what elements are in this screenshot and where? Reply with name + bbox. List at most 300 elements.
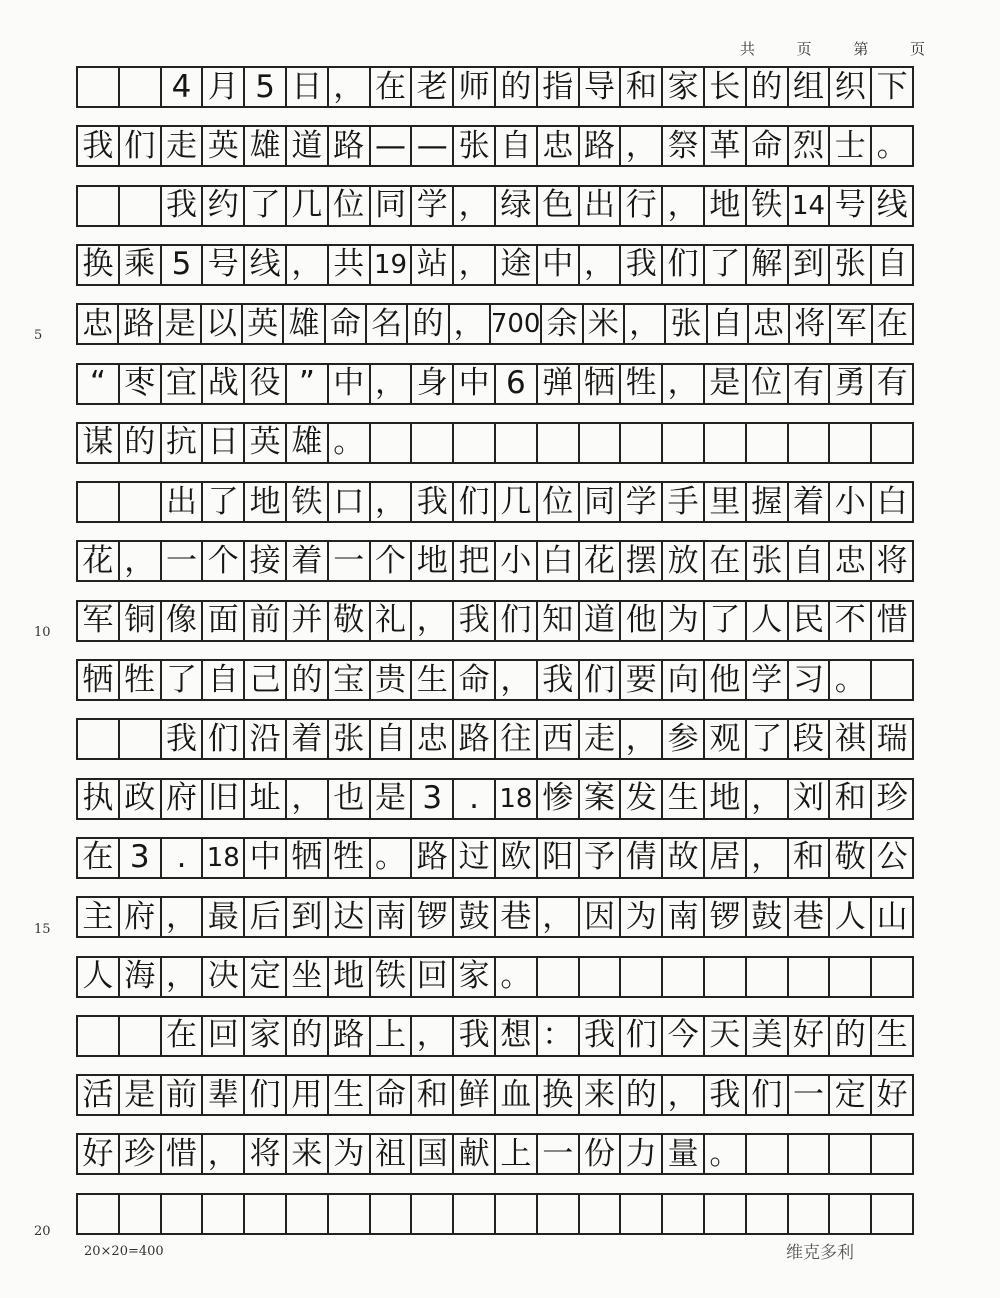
grid-cell: — bbox=[371, 127, 413, 165]
grid-row bbox=[76, 185, 914, 227]
grid-cell: 役 bbox=[245, 365, 287, 403]
grid-cell: 想 bbox=[496, 1017, 538, 1055]
header-total: 共 bbox=[740, 40, 756, 58]
grid-cell: 3 bbox=[412, 780, 454, 818]
grid-cell: 摆 bbox=[621, 542, 663, 580]
grid-cell: 学 bbox=[412, 187, 454, 225]
grid-cell: 面 bbox=[203, 602, 245, 640]
grid-cell: 途 bbox=[496, 246, 538, 284]
grid-cell: 礼 bbox=[371, 602, 413, 640]
grid-cell bbox=[872, 424, 914, 462]
grid-cell: 个 bbox=[203, 542, 245, 580]
grid-cell: 走 bbox=[162, 127, 204, 165]
grid-cell: 巷 bbox=[789, 898, 831, 936]
grid-cell: 政 bbox=[120, 780, 162, 818]
grid-cell: 导 bbox=[580, 68, 622, 106]
grid-cell: 小 bbox=[496, 542, 538, 580]
grid-cell: 人 bbox=[78, 958, 120, 996]
grid-cell: 张 bbox=[747, 542, 789, 580]
grid-cell: 位 bbox=[747, 365, 789, 403]
grid-cell: 们 bbox=[663, 246, 705, 284]
grid-cell: 线 bbox=[872, 187, 914, 225]
grid-cell: 在 bbox=[371, 68, 413, 106]
grid-cell bbox=[287, 1195, 329, 1233]
grid-cell: 18 bbox=[203, 839, 245, 877]
grid-cell: 祺 bbox=[830, 720, 872, 758]
grid-cell: ， bbox=[371, 365, 413, 403]
grid-cell: 生 bbox=[663, 780, 705, 818]
grid-cell: — bbox=[412, 127, 454, 165]
grid-cell bbox=[203, 1195, 245, 1233]
grid-cell: ， bbox=[747, 780, 789, 818]
grid-cell: 民 bbox=[789, 602, 831, 640]
grid-cell: 牲 bbox=[329, 839, 371, 877]
grid-cell: ， bbox=[371, 483, 413, 521]
grid-cell: 是 bbox=[120, 1076, 162, 1114]
grid-cell: 同 bbox=[580, 483, 622, 521]
grid-cell: 家 bbox=[454, 958, 496, 996]
grid-cell: 家 bbox=[663, 68, 705, 106]
grid-cell bbox=[830, 424, 872, 462]
grid-cell: 后 bbox=[245, 898, 287, 936]
grid-cell: 出 bbox=[162, 483, 204, 521]
grid-cell: 将 bbox=[790, 305, 831, 343]
grid-cell: 把 bbox=[454, 542, 496, 580]
grid-cell: 5 bbox=[162, 246, 204, 284]
grid-cell: 几 bbox=[496, 483, 538, 521]
grid-cell: 忠 bbox=[538, 127, 580, 165]
grid-cell: 抗 bbox=[162, 424, 204, 462]
grid-cell: ， bbox=[621, 127, 663, 165]
grid-cell: 量 bbox=[663, 1135, 705, 1173]
grid-cell: ， bbox=[496, 661, 538, 699]
grid-cell: 是 bbox=[161, 305, 202, 343]
grid-cell: 站 bbox=[412, 246, 454, 284]
grid-cell: ， bbox=[454, 246, 496, 284]
grid-cell: 旧 bbox=[203, 780, 245, 818]
grid-cell: 着 bbox=[287, 720, 329, 758]
grid-cell: 予 bbox=[580, 839, 622, 877]
grid-cell: 路 bbox=[119, 305, 160, 343]
grid-cell: 最 bbox=[203, 898, 245, 936]
grid-cell: 并 bbox=[287, 602, 329, 640]
grid-row bbox=[76, 659, 914, 701]
grid-cell: 为 bbox=[329, 1135, 371, 1173]
brand-label: 维克多利 bbox=[786, 1243, 854, 1263]
page-header bbox=[740, 38, 925, 59]
grid-cell: 在 bbox=[705, 542, 747, 580]
grid-cell: 习 bbox=[789, 661, 831, 699]
grid-cell: 地 bbox=[705, 780, 747, 818]
grid-cell: 人 bbox=[830, 898, 872, 936]
grid-cell: 知 bbox=[538, 602, 580, 640]
grid-cell: 700 bbox=[491, 305, 543, 343]
grid-cell: 了 bbox=[747, 720, 789, 758]
grid-cell bbox=[747, 424, 789, 462]
grid-cell: 革 bbox=[705, 127, 747, 165]
grid-cell: 张 bbox=[454, 127, 496, 165]
grid-cell: ， bbox=[538, 898, 580, 936]
grid-cell: 和 bbox=[621, 68, 663, 106]
grid-cell: ， bbox=[329, 68, 371, 106]
grid-cell bbox=[580, 424, 622, 462]
grid-cell: 4 bbox=[162, 68, 204, 106]
grid-cell: 共 bbox=[329, 246, 371, 284]
grid-cell: ， bbox=[120, 542, 162, 580]
grid-cell: 自 bbox=[789, 542, 831, 580]
grid-cell: 地 bbox=[705, 187, 747, 225]
grid-cell: 自 bbox=[708, 305, 749, 343]
grid-cell: 。 bbox=[496, 958, 538, 996]
grid-cell bbox=[621, 424, 663, 462]
grid-row bbox=[76, 125, 914, 167]
grid-cell: 道 bbox=[287, 127, 329, 165]
grid-cell: 铁 bbox=[371, 958, 413, 996]
grid-cell: 天 bbox=[705, 1017, 747, 1055]
grid-cell: 鼓 bbox=[454, 898, 496, 936]
grid-cell: 命 bbox=[326, 305, 367, 343]
grid-cell: 们 bbox=[496, 602, 538, 640]
grid-cell: 决 bbox=[203, 958, 245, 996]
grid-cell: ， bbox=[287, 246, 329, 284]
grid-row bbox=[76, 540, 914, 582]
grid-cell bbox=[663, 424, 705, 462]
grid-cell: 。 bbox=[371, 839, 413, 877]
grid-cell: 主 bbox=[78, 898, 120, 936]
grid-cell: 白 bbox=[538, 542, 580, 580]
grid-cell bbox=[580, 958, 622, 996]
grid-cell: 发 bbox=[621, 780, 663, 818]
grid-cell: 阳 bbox=[538, 839, 580, 877]
grid-row bbox=[76, 1074, 914, 1116]
grid-cell bbox=[872, 1135, 914, 1173]
grid-cell: 约 bbox=[203, 187, 245, 225]
grid-cell bbox=[747, 958, 789, 996]
grid-cell: 雄 bbox=[287, 424, 329, 462]
grid-cell: 倩 bbox=[621, 839, 663, 877]
grid-cell: 指 bbox=[538, 68, 580, 106]
grid-cell: 走 bbox=[580, 720, 622, 758]
grid-cell: 忠 bbox=[830, 542, 872, 580]
grid-cell: 我 bbox=[454, 1017, 496, 1055]
grid-cell: 段 bbox=[789, 720, 831, 758]
grid-cell bbox=[412, 424, 454, 462]
grid-row bbox=[76, 422, 914, 464]
grid-cell bbox=[412, 1195, 454, 1233]
grid-cell bbox=[78, 483, 120, 521]
grid-cell: 弹 bbox=[538, 365, 580, 403]
line-number-20: 20 bbox=[34, 1224, 51, 1239]
grid-row bbox=[76, 1015, 914, 1057]
grid-cell: 好 bbox=[78, 1135, 120, 1173]
grid-cell: 西 bbox=[538, 720, 580, 758]
grid-cell: 自 bbox=[872, 246, 914, 284]
grid-cell bbox=[872, 1195, 914, 1233]
grid-cell: 往 bbox=[496, 720, 538, 758]
grid-cell: 鲜 bbox=[454, 1076, 496, 1114]
grid-cell: ， bbox=[203, 1135, 245, 1173]
grid-cell: 花 bbox=[580, 542, 622, 580]
grid-cell: 牺 bbox=[287, 839, 329, 877]
grid-cell: 了 bbox=[705, 602, 747, 640]
grid-cell bbox=[120, 187, 162, 225]
grid-cell: 口 bbox=[329, 483, 371, 521]
grid-cell: 谋 bbox=[78, 424, 120, 462]
grid-cell: 一 bbox=[538, 1135, 580, 1173]
grid-cell: ， bbox=[287, 780, 329, 818]
grid-cell: 故 bbox=[663, 839, 705, 877]
grid-cell: 为 bbox=[663, 602, 705, 640]
grid-cell: 珍 bbox=[872, 780, 914, 818]
grid-cell: 府 bbox=[120, 898, 162, 936]
grid-cell: 人 bbox=[747, 602, 789, 640]
grid-cell: 手 bbox=[663, 483, 705, 521]
grid-cell bbox=[496, 1195, 538, 1233]
grid-cell: 路 bbox=[412, 839, 454, 877]
grid-cell: 来 bbox=[580, 1076, 622, 1114]
writing-grid bbox=[76, 66, 914, 1242]
grid-cell: 珍 bbox=[120, 1135, 162, 1173]
grid-size-label: 20×20=400 bbox=[84, 1244, 164, 1259]
grid-cell bbox=[872, 958, 914, 996]
grid-cell: 们 bbox=[580, 661, 622, 699]
grid-cell bbox=[872, 661, 914, 699]
grid-cell bbox=[830, 958, 872, 996]
grid-cell bbox=[663, 1195, 705, 1233]
grid-cell: ， bbox=[747, 839, 789, 877]
grid-cell: 学 bbox=[747, 661, 789, 699]
grid-cell bbox=[705, 1195, 747, 1233]
grid-cell: 祖 bbox=[371, 1135, 413, 1173]
grid-cell: 着 bbox=[287, 542, 329, 580]
grid-cell: 里 bbox=[705, 483, 747, 521]
grid-cell: 换 bbox=[538, 1076, 580, 1114]
grid-cell: 用 bbox=[287, 1076, 329, 1114]
grid-cell: 勇 bbox=[830, 365, 872, 403]
grid-row bbox=[76, 956, 914, 998]
line-number-15: 15 bbox=[34, 922, 51, 937]
grid-cell: 组 bbox=[789, 68, 831, 106]
grid-cell: 南 bbox=[371, 898, 413, 936]
grid-cell: 接 bbox=[245, 542, 287, 580]
grid-cell: 不 bbox=[830, 602, 872, 640]
grid-cell: 来 bbox=[287, 1135, 329, 1173]
grid-cell: 中 bbox=[538, 246, 580, 284]
grid-cell: 和 bbox=[412, 1076, 454, 1114]
grid-cell: 的 bbox=[621, 1076, 663, 1114]
grid-cell: 的 bbox=[830, 1017, 872, 1055]
grid-cell: 。 bbox=[830, 661, 872, 699]
grid-cell: 牺 bbox=[580, 365, 622, 403]
grid-cell: . bbox=[454, 780, 496, 818]
grid-row bbox=[76, 244, 914, 286]
grid-cell: 锣 bbox=[412, 898, 454, 936]
grid-cell: 命 bbox=[747, 127, 789, 165]
grid-cell: 中 bbox=[329, 365, 371, 403]
grid-cell: 定 bbox=[830, 1076, 872, 1114]
grid-cell: 了 bbox=[705, 246, 747, 284]
grid-cell: 的 bbox=[496, 68, 538, 106]
grid-cell: 们 bbox=[621, 1017, 663, 1055]
grid-cell: 刘 bbox=[789, 780, 831, 818]
grid-cell: 定 bbox=[245, 958, 287, 996]
grid-cell: 铁 bbox=[747, 187, 789, 225]
grid-cell: 参 bbox=[663, 720, 705, 758]
grid-cell bbox=[747, 1195, 789, 1233]
grid-cell: 我 bbox=[580, 1017, 622, 1055]
grid-cell: 和 bbox=[830, 780, 872, 818]
grid-cell: 一 bbox=[789, 1076, 831, 1114]
grid-cell: 也 bbox=[329, 780, 371, 818]
grid-cell bbox=[162, 1195, 204, 1233]
grid-cell bbox=[78, 187, 120, 225]
grid-cell: 自 bbox=[496, 127, 538, 165]
grid-cell: 军 bbox=[78, 602, 120, 640]
grid-cell: 小 bbox=[830, 483, 872, 521]
header-pages: 页 bbox=[796, 40, 812, 58]
grid-cell: 日 bbox=[287, 68, 329, 106]
grid-cell bbox=[454, 424, 496, 462]
grid-cell: 我 bbox=[705, 1076, 747, 1114]
grid-cell: 惜 bbox=[162, 1135, 204, 1173]
grid-cell: 山 bbox=[872, 898, 914, 936]
grid-cell: ， bbox=[663, 1076, 705, 1114]
grid-cell: 地 bbox=[329, 958, 371, 996]
grid-cell: 3 bbox=[120, 839, 162, 877]
grid-cell: 们 bbox=[747, 1076, 789, 1114]
grid-cell: 前 bbox=[162, 1076, 204, 1114]
grid-cell: ， bbox=[625, 305, 666, 343]
grid-cell: 日 bbox=[203, 424, 245, 462]
grid-cell: 前 bbox=[245, 602, 287, 640]
grid-row bbox=[76, 896, 914, 938]
grid-cell: 因 bbox=[580, 898, 622, 936]
grid-cell: 府 bbox=[162, 780, 204, 818]
grid-cell: 我 bbox=[78, 127, 120, 165]
grid-cell bbox=[830, 1135, 872, 1173]
grid-cell: 像 bbox=[162, 602, 204, 640]
grid-cell: 们 bbox=[245, 1076, 287, 1114]
grid-cell bbox=[78, 1195, 120, 1233]
grid-cell: 位 bbox=[329, 187, 371, 225]
grid-cell: 英 bbox=[245, 424, 287, 462]
grid-cell: 老 bbox=[412, 68, 454, 106]
grid-cell: 路 bbox=[329, 1017, 371, 1055]
grid-cell: 同 bbox=[371, 187, 413, 225]
grid-cell: 案 bbox=[580, 780, 622, 818]
grid-cell: 在 bbox=[78, 839, 120, 877]
grid-cell bbox=[120, 68, 162, 106]
grid-cell: 地 bbox=[412, 542, 454, 580]
grid-cell bbox=[245, 1195, 287, 1233]
grid-cell: 敬 bbox=[329, 602, 371, 640]
grid-cell: 月 bbox=[203, 68, 245, 106]
grid-cell: 将 bbox=[245, 1135, 287, 1173]
grid-cell: 沿 bbox=[245, 720, 287, 758]
grid-cell: 牲 bbox=[120, 661, 162, 699]
grid-cell: 国 bbox=[412, 1135, 454, 1173]
grid-cell: 我 bbox=[538, 661, 580, 699]
grid-cell: ， bbox=[454, 187, 496, 225]
grid-cell: 有 bbox=[872, 365, 914, 403]
grid-cell: 出 bbox=[580, 187, 622, 225]
grid-cell: 行 bbox=[621, 187, 663, 225]
grid-cell: 张 bbox=[666, 305, 707, 343]
grid-row bbox=[76, 600, 914, 642]
grid-cell: 公 bbox=[872, 839, 914, 877]
grid-row bbox=[76, 718, 914, 760]
grid-cell: 6 bbox=[496, 365, 538, 403]
grid-cell: 海 bbox=[120, 958, 162, 996]
grid-cell bbox=[580, 1195, 622, 1233]
grid-row bbox=[76, 66, 914, 108]
grid-cell: 上 bbox=[496, 1135, 538, 1173]
grid-cell: 14 bbox=[789, 187, 831, 225]
grid-cell: 张 bbox=[830, 246, 872, 284]
grid-cell: ， bbox=[450, 305, 491, 343]
grid-cell bbox=[789, 1195, 831, 1233]
grid-cell: 。 bbox=[705, 1135, 747, 1173]
grid-cell: 将 bbox=[872, 542, 914, 580]
grid-cell: 宝 bbox=[329, 661, 371, 699]
grid-cell: 铜 bbox=[120, 602, 162, 640]
grid-cell: 惨 bbox=[538, 780, 580, 818]
grid-cell: 英 bbox=[243, 305, 284, 343]
grid-cell bbox=[621, 958, 663, 996]
grid-cell bbox=[371, 1195, 413, 1233]
grid-cell bbox=[789, 958, 831, 996]
grid-cell bbox=[120, 1017, 162, 1055]
grid-cell: 一 bbox=[329, 542, 371, 580]
grid-cell: 放 bbox=[663, 542, 705, 580]
grid-cell: 路 bbox=[580, 127, 622, 165]
grid-cell: 在 bbox=[873, 305, 914, 343]
grid-cell: ， bbox=[663, 365, 705, 403]
grid-cell: 枣 bbox=[120, 365, 162, 403]
grid-row bbox=[76, 303, 914, 345]
grid-cell: ： bbox=[538, 1017, 580, 1055]
grid-cell: 他 bbox=[621, 602, 663, 640]
grid-cell: 余 bbox=[542, 305, 583, 343]
grid-cell: 欧 bbox=[496, 839, 538, 877]
grid-cell: 我 bbox=[621, 246, 663, 284]
grid-cell bbox=[120, 720, 162, 758]
grid-cell: 今 bbox=[663, 1017, 705, 1055]
grid-cell: 米 bbox=[584, 305, 625, 343]
grid-cell: 几 bbox=[287, 187, 329, 225]
grid-cell: 过 bbox=[454, 839, 496, 877]
grid-cell: 好 bbox=[872, 1076, 914, 1114]
grid-cell: 巷 bbox=[496, 898, 538, 936]
grid-cell: ， bbox=[621, 720, 663, 758]
grid-cell: 祭 bbox=[663, 127, 705, 165]
grid-cell: 生 bbox=[329, 1076, 371, 1114]
grid-cell: 了 bbox=[245, 187, 287, 225]
line-number-10: 10 bbox=[34, 625, 51, 640]
grid-cell: 乘 bbox=[120, 246, 162, 284]
grid-cell: 回 bbox=[412, 958, 454, 996]
grid-cell bbox=[538, 958, 580, 996]
grid-cell bbox=[454, 1195, 496, 1233]
grid-cell: 了 bbox=[203, 483, 245, 521]
grid-cell: 家 bbox=[245, 1017, 287, 1055]
grid-cell bbox=[747, 1135, 789, 1173]
grid-cell: 雄 bbox=[245, 127, 287, 165]
grid-cell: 以 bbox=[202, 305, 243, 343]
grid-cell: 在 bbox=[162, 1017, 204, 1055]
grid-cell: 忠 bbox=[78, 305, 119, 343]
grid-row bbox=[76, 778, 914, 820]
